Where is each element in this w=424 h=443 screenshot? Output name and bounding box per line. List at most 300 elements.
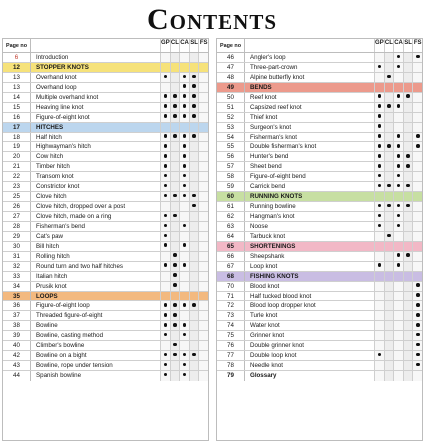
dot-mark bbox=[416, 134, 420, 138]
dot-mark bbox=[378, 94, 382, 98]
category-cell bbox=[403, 182, 413, 191]
entry-name: Figure-of-eight knot bbox=[36, 113, 90, 121]
dot-mark bbox=[416, 343, 420, 347]
page-number: 15 bbox=[3, 103, 31, 112]
dot-mark bbox=[183, 224, 187, 228]
category-cell bbox=[374, 83, 384, 92]
page-number: 38 bbox=[3, 321, 31, 330]
category-cell bbox=[412, 301, 422, 310]
page-number: 76 bbox=[217, 341, 245, 350]
category-cell bbox=[384, 182, 394, 191]
page-number: 73 bbox=[217, 311, 245, 320]
page-number: 67 bbox=[217, 262, 245, 271]
category-cell bbox=[179, 301, 189, 310]
dot-mark bbox=[183, 263, 187, 267]
section-title: BENDS bbox=[250, 83, 272, 91]
category-cell bbox=[393, 202, 403, 211]
category-cell bbox=[189, 83, 199, 92]
table-row[interactable] bbox=[3, 301, 208, 311]
table-row[interactable] bbox=[217, 63, 422, 73]
table-row[interactable] bbox=[3, 83, 208, 93]
page-number: 59 bbox=[217, 182, 245, 191]
dot-mark bbox=[192, 303, 196, 307]
dot-mark bbox=[406, 253, 410, 257]
page-number: 13 bbox=[3, 73, 31, 82]
category-cell bbox=[198, 242, 208, 251]
table-row[interactable] bbox=[3, 282, 208, 292]
category-cell bbox=[189, 133, 199, 142]
table-row[interactable] bbox=[3, 133, 208, 143]
table-row[interactable] bbox=[217, 133, 422, 143]
category-cell bbox=[179, 192, 189, 201]
category-cell bbox=[179, 113, 189, 122]
category-cell bbox=[412, 83, 422, 92]
dot-mark bbox=[416, 55, 420, 59]
page-number: 51 bbox=[217, 103, 245, 112]
dot-mark bbox=[378, 124, 382, 128]
category-cell bbox=[179, 162, 189, 171]
page-number: 47 bbox=[217, 63, 245, 72]
category-cell bbox=[374, 262, 384, 271]
entry-name: Rolling hitch bbox=[36, 252, 70, 260]
dot-mark bbox=[173, 134, 177, 138]
category-cell bbox=[189, 282, 199, 291]
category-cell bbox=[170, 63, 180, 72]
category-cell bbox=[189, 162, 199, 171]
category-cell bbox=[393, 212, 403, 221]
category-cell bbox=[412, 292, 422, 301]
table-row[interactable] bbox=[217, 152, 422, 162]
section-header-row[interactable] bbox=[217, 192, 422, 202]
dot-mark bbox=[192, 194, 196, 198]
page-number: 77 bbox=[217, 351, 245, 360]
category-cell bbox=[412, 182, 422, 191]
category-cell bbox=[198, 182, 208, 191]
dot-mark bbox=[183, 114, 187, 118]
table-row[interactable] bbox=[3, 212, 208, 222]
dot-mark bbox=[173, 253, 177, 257]
category-cell bbox=[384, 351, 394, 360]
category-cell bbox=[198, 262, 208, 271]
table-row[interactable] bbox=[217, 232, 422, 242]
table-row[interactable] bbox=[217, 361, 422, 371]
dot-mark bbox=[406, 204, 410, 208]
table-row[interactable] bbox=[217, 93, 422, 103]
entry-name: Fisherman's bend bbox=[36, 222, 85, 230]
category-cell bbox=[412, 242, 422, 251]
table-row[interactable] bbox=[217, 331, 422, 341]
category-cell bbox=[393, 73, 403, 82]
entry-name: Needle knot bbox=[250, 362, 284, 370]
column-header: CL bbox=[170, 39, 180, 52]
table-row[interactable] bbox=[217, 123, 422, 133]
table-row[interactable] bbox=[3, 93, 208, 103]
dot-mark bbox=[378, 134, 382, 138]
dot-mark bbox=[183, 84, 187, 88]
entry-name: Sheepshank bbox=[250, 252, 285, 260]
entry-name: Bill hitch bbox=[36, 242, 60, 250]
category-cell bbox=[403, 142, 413, 151]
dot-mark bbox=[378, 224, 382, 228]
category-cell bbox=[179, 73, 189, 82]
category-cell bbox=[374, 282, 384, 291]
table-row[interactable] bbox=[217, 162, 422, 172]
category-cell bbox=[374, 133, 384, 142]
category-cell bbox=[179, 331, 189, 340]
table-row[interactable] bbox=[3, 222, 208, 232]
dot-mark bbox=[387, 234, 391, 238]
category-cell bbox=[179, 282, 189, 291]
category-cell bbox=[403, 83, 413, 92]
category-cell bbox=[179, 202, 189, 211]
table-row[interactable] bbox=[217, 142, 422, 152]
page-number: 72 bbox=[217, 301, 245, 310]
category-cell bbox=[393, 152, 403, 161]
table-row[interactable] bbox=[217, 301, 422, 311]
category-cell bbox=[374, 172, 384, 181]
table-row[interactable] bbox=[217, 311, 422, 321]
category-cell bbox=[198, 361, 208, 370]
category-cell bbox=[374, 351, 384, 360]
category-cell bbox=[384, 142, 394, 151]
category-cell bbox=[412, 192, 422, 201]
table-row[interactable] bbox=[217, 202, 422, 212]
entry-name: Bowline bbox=[36, 322, 58, 330]
category-cell bbox=[179, 133, 189, 142]
category-cell bbox=[393, 311, 403, 320]
table-row[interactable] bbox=[3, 252, 208, 262]
category-cell bbox=[412, 351, 422, 360]
category-cell bbox=[170, 242, 180, 251]
category-cell bbox=[384, 63, 394, 72]
dot-mark bbox=[183, 75, 187, 79]
category-cell bbox=[198, 202, 208, 211]
table-row[interactable] bbox=[3, 262, 208, 272]
category-cell bbox=[384, 93, 394, 102]
category-cell bbox=[160, 331, 170, 340]
category-cell bbox=[412, 162, 422, 171]
dot-mark bbox=[192, 114, 196, 118]
category-cell bbox=[403, 192, 413, 201]
category-cell bbox=[160, 113, 170, 122]
category-cell bbox=[198, 351, 208, 360]
table-row[interactable] bbox=[217, 172, 422, 182]
category-cell bbox=[198, 341, 208, 350]
dot-mark bbox=[192, 204, 196, 208]
category-cell bbox=[412, 103, 422, 112]
category-cell bbox=[179, 232, 189, 241]
entry-name: Constrictor knot bbox=[36, 183, 80, 191]
page-number: 37 bbox=[3, 311, 31, 320]
category-cell bbox=[403, 202, 413, 211]
category-cell bbox=[403, 53, 413, 62]
category-cell bbox=[384, 252, 394, 261]
dot-mark bbox=[378, 164, 382, 168]
category-cell bbox=[160, 371, 170, 381]
table-row[interactable] bbox=[217, 282, 422, 292]
table-row[interactable] bbox=[3, 103, 208, 113]
category-cell bbox=[393, 222, 403, 231]
dot-mark bbox=[164, 263, 168, 267]
table-row[interactable] bbox=[217, 292, 422, 302]
category-cell bbox=[198, 63, 208, 72]
table-row[interactable] bbox=[3, 341, 208, 351]
category-cell bbox=[384, 53, 394, 62]
entry-name: Tarbuck knot bbox=[250, 232, 286, 240]
category-cell bbox=[170, 93, 180, 102]
dot-mark bbox=[192, 84, 196, 88]
dot-mark bbox=[378, 174, 382, 178]
category-cell bbox=[384, 152, 394, 161]
dot-mark bbox=[397, 65, 401, 69]
category-cell bbox=[393, 93, 403, 102]
page-number: 14 bbox=[3, 93, 31, 102]
table-row[interactable] bbox=[217, 182, 422, 192]
dot-mark bbox=[397, 214, 401, 218]
category-cell bbox=[403, 331, 413, 340]
dot-mark bbox=[387, 204, 391, 208]
page-number: 57 bbox=[217, 162, 245, 171]
section-header-row[interactable] bbox=[217, 272, 422, 282]
table-row[interactable] bbox=[217, 212, 422, 222]
category-cell bbox=[412, 252, 422, 261]
page-number: 48 bbox=[217, 73, 245, 82]
category-cell bbox=[412, 63, 422, 72]
table-row[interactable] bbox=[3, 192, 208, 202]
category-cell bbox=[198, 252, 208, 261]
entry-name: Blood loop dropper knot bbox=[250, 302, 316, 310]
table-row[interactable] bbox=[217, 262, 422, 272]
category-cell bbox=[403, 292, 413, 301]
dot-mark bbox=[183, 333, 187, 337]
entry-name: Climber's bowline bbox=[36, 342, 85, 350]
category-cell bbox=[170, 73, 180, 82]
category-cell bbox=[374, 152, 384, 161]
section-header-row[interactable] bbox=[3, 63, 208, 73]
table-row[interactable] bbox=[3, 113, 208, 123]
category-cell bbox=[179, 103, 189, 112]
entry-name: Grinner knot bbox=[250, 332, 285, 340]
category-cell bbox=[189, 202, 199, 211]
category-cell bbox=[189, 262, 199, 271]
table-row[interactable] bbox=[217, 103, 422, 113]
entry-name: Highwayman's hitch bbox=[36, 143, 91, 151]
section-header-row[interactable] bbox=[3, 292, 208, 302]
category-cell bbox=[384, 301, 394, 310]
table-row[interactable] bbox=[3, 162, 208, 172]
page-number: 25 bbox=[3, 192, 31, 201]
dot-mark bbox=[378, 144, 382, 148]
dot-mark bbox=[416, 333, 420, 337]
dot-mark bbox=[164, 323, 168, 327]
category-cell bbox=[393, 371, 403, 381]
category-cell bbox=[374, 103, 384, 112]
category-cell bbox=[403, 361, 413, 370]
category-cell bbox=[403, 103, 413, 112]
category-cell bbox=[374, 232, 384, 241]
table-row[interactable] bbox=[3, 142, 208, 152]
dot-mark bbox=[192, 75, 196, 79]
category-cell bbox=[412, 152, 422, 161]
entry-name: Thief knot bbox=[250, 113, 278, 121]
dot-mark bbox=[397, 94, 401, 98]
dot-mark bbox=[378, 184, 382, 188]
category-cell bbox=[170, 103, 180, 112]
category-cell bbox=[179, 152, 189, 161]
table-row[interactable] bbox=[3, 321, 208, 331]
table-row[interactable] bbox=[3, 242, 208, 252]
category-cell bbox=[160, 212, 170, 221]
table-row[interactable] bbox=[3, 331, 208, 341]
dot-mark bbox=[164, 243, 168, 247]
category-cell bbox=[160, 292, 170, 301]
table-row[interactable] bbox=[3, 202, 208, 212]
category-cell bbox=[170, 252, 180, 261]
category-cell bbox=[170, 262, 180, 271]
category-cell bbox=[384, 113, 394, 122]
table-row[interactable] bbox=[3, 232, 208, 242]
category-cell bbox=[179, 252, 189, 261]
category-cell bbox=[189, 311, 199, 320]
category-cell bbox=[179, 371, 189, 381]
table-row[interactable] bbox=[3, 172, 208, 182]
entry-name: Introduction bbox=[36, 54, 69, 61]
category-cell bbox=[179, 93, 189, 102]
section-header-row[interactable] bbox=[217, 83, 422, 93]
category-cell bbox=[160, 83, 170, 92]
category-cell bbox=[189, 113, 199, 122]
dot-mark bbox=[173, 214, 177, 218]
page-number: 71 bbox=[217, 292, 245, 301]
category-cell bbox=[170, 321, 180, 330]
page-number: 16 bbox=[3, 113, 31, 122]
category-cell bbox=[179, 63, 189, 72]
page-number: 40 bbox=[3, 341, 31, 350]
category-cell bbox=[374, 93, 384, 102]
table-row[interactable] bbox=[217, 351, 422, 361]
dot-mark bbox=[416, 313, 420, 317]
table-row[interactable] bbox=[3, 182, 208, 192]
dot-mark bbox=[164, 353, 168, 357]
dot-mark bbox=[173, 114, 177, 118]
category-cell bbox=[170, 202, 180, 211]
category-cell bbox=[160, 103, 170, 112]
category-cell bbox=[198, 331, 208, 340]
category-cell bbox=[179, 172, 189, 181]
entry-name: Bowline, rope under tension bbox=[36, 362, 113, 370]
entry-name: Carrick bend bbox=[250, 183, 286, 191]
page-number: 64 bbox=[217, 232, 245, 241]
page-number: 42 bbox=[3, 351, 31, 360]
table-row[interactable] bbox=[3, 311, 208, 321]
section-header-row[interactable] bbox=[217, 242, 422, 252]
table-row[interactable] bbox=[217, 371, 422, 381]
table-row[interactable] bbox=[3, 73, 208, 83]
table-row[interactable] bbox=[217, 341, 422, 351]
entry-name: Italian hitch bbox=[36, 272, 68, 280]
category-cell bbox=[160, 351, 170, 360]
category-cell bbox=[393, 262, 403, 271]
table-row[interactable] bbox=[217, 53, 422, 63]
category-cell bbox=[403, 351, 413, 360]
dot-mark bbox=[173, 353, 177, 357]
category-cell bbox=[384, 133, 394, 142]
entry-name: Blood knot bbox=[250, 282, 280, 290]
category-cell bbox=[170, 361, 180, 370]
dot-mark bbox=[183, 353, 187, 357]
entry-name: Capsized reef knot bbox=[250, 103, 302, 111]
category-cell bbox=[160, 242, 170, 251]
dot-mark bbox=[164, 234, 168, 238]
table-row[interactable] bbox=[3, 351, 208, 361]
category-cell bbox=[412, 133, 422, 142]
page-number: 12 bbox=[3, 63, 31, 72]
category-cell bbox=[412, 73, 422, 82]
dot-mark bbox=[164, 154, 168, 158]
category-cell bbox=[403, 73, 413, 82]
dot-mark bbox=[397, 253, 401, 257]
section-title: LOOPS bbox=[36, 292, 58, 300]
category-cell bbox=[412, 222, 422, 231]
table-row[interactable] bbox=[217, 321, 422, 331]
dot-mark bbox=[164, 174, 168, 178]
category-cell bbox=[374, 361, 384, 370]
category-cell bbox=[412, 341, 422, 350]
name-header bbox=[31, 39, 160, 52]
category-cell bbox=[374, 292, 384, 301]
page-number: 29 bbox=[3, 232, 31, 241]
table-row[interactable] bbox=[217, 222, 422, 232]
table-row[interactable] bbox=[217, 113, 422, 123]
page-number: 65 bbox=[217, 242, 245, 251]
table-row[interactable] bbox=[3, 272, 208, 282]
table-row[interactable] bbox=[217, 73, 422, 83]
dot-mark bbox=[173, 104, 177, 108]
category-cell bbox=[384, 242, 394, 251]
page-number: 6 bbox=[3, 53, 31, 62]
dot-mark bbox=[397, 134, 401, 138]
entry-name: Bowline, casting method bbox=[36, 332, 104, 340]
category-cell bbox=[170, 83, 180, 92]
table-row[interactable] bbox=[217, 252, 422, 262]
category-cell bbox=[384, 123, 394, 132]
dot-mark bbox=[183, 303, 187, 307]
category-cell bbox=[170, 133, 180, 142]
table-row[interactable] bbox=[3, 371, 208, 381]
category-cell bbox=[189, 341, 199, 350]
dot-mark bbox=[173, 283, 177, 287]
dot-mark bbox=[397, 164, 401, 168]
category-cell bbox=[198, 282, 208, 291]
category-cell bbox=[384, 292, 394, 301]
category-cell bbox=[393, 133, 403, 142]
section-header-row[interactable] bbox=[3, 123, 208, 133]
category-cell bbox=[374, 162, 384, 171]
category-cell bbox=[403, 222, 413, 231]
dot-mark bbox=[397, 154, 401, 158]
category-cell bbox=[198, 301, 208, 310]
category-cell bbox=[189, 331, 199, 340]
table-row[interactable] bbox=[3, 361, 208, 371]
entry-name: Clove hitch bbox=[36, 193, 67, 201]
table-row[interactable] bbox=[3, 53, 208, 63]
category-cell bbox=[384, 222, 394, 231]
page-number: 63 bbox=[217, 222, 245, 231]
table-row[interactable] bbox=[3, 152, 208, 162]
entry-name: Angler's loop bbox=[250, 54, 286, 61]
category-cell bbox=[384, 341, 394, 350]
category-cell bbox=[412, 371, 422, 381]
